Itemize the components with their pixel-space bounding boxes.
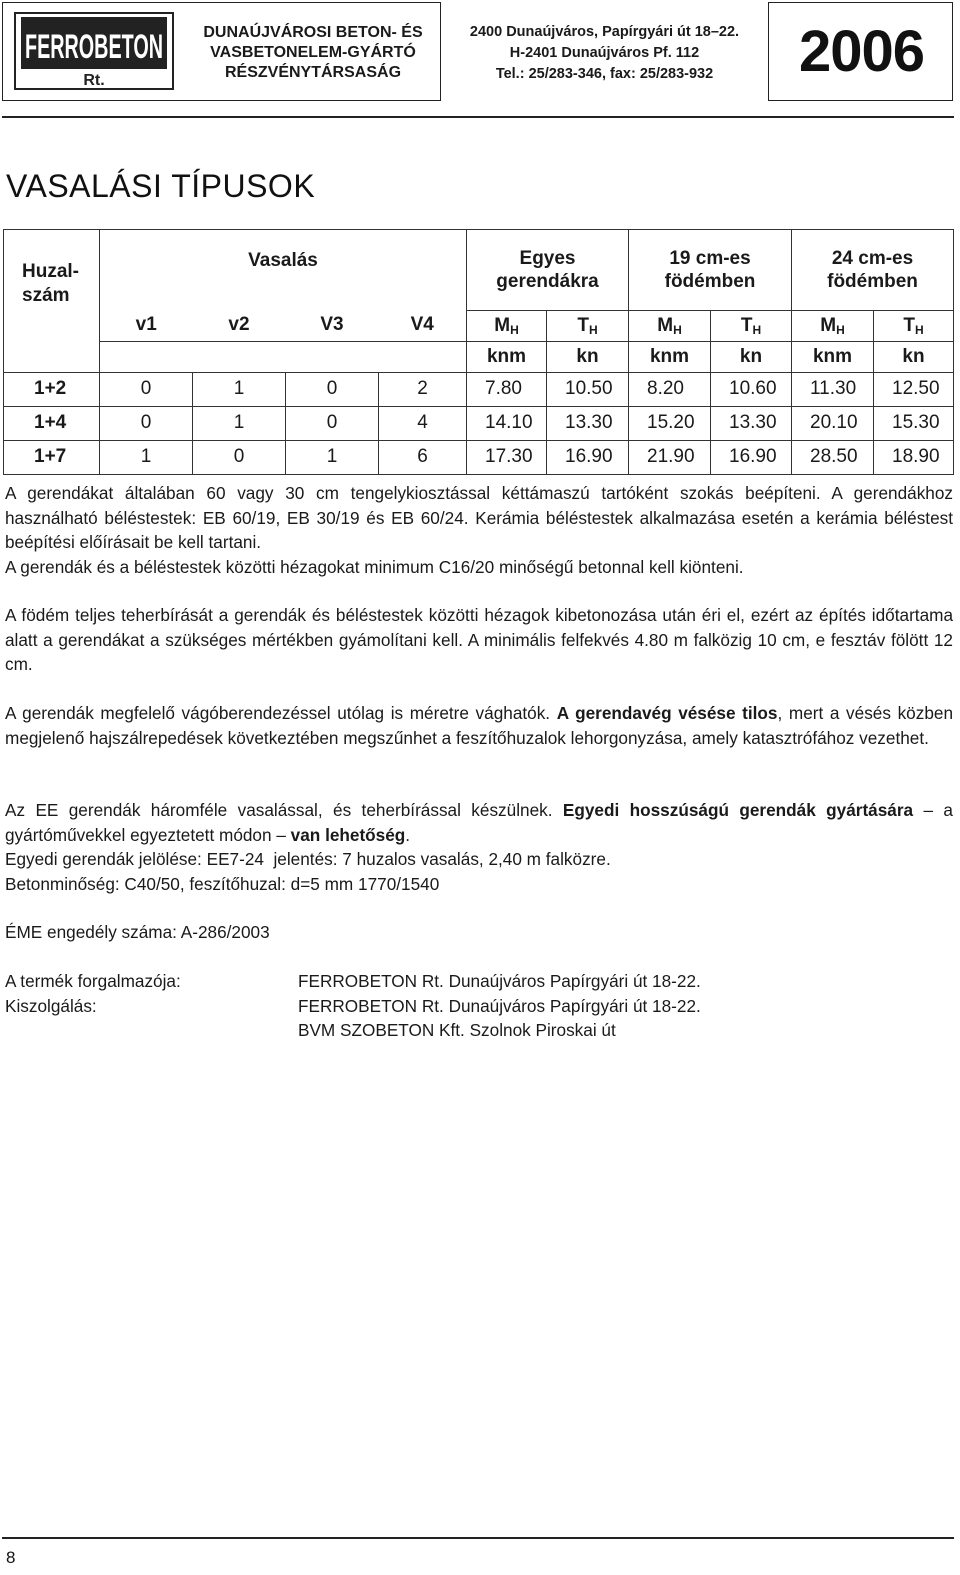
header-19cm-fodemben: 19 cm-es födémben [629,230,792,311]
company-address: 2400 Dunaújváros, Papírgyári út 18–22. H-2401 Dunaújváros Pf. 112 Tel.: 25/283-346, fax: 25/283-932 [469,24,740,82]
header-logo-box [2,2,441,101]
page-number: 8 [6,1548,16,1567]
page-title: VASALÁSI TÍPUSOK [6,168,316,204]
reinforcement-table [3,229,954,475]
header-divider [2,116,954,118]
year: 2006 [798,19,925,84]
units-blank-v [100,341,467,372]
logo-suffix: Rt. [83,72,105,89]
company-name: DUNAÚJVÁROSI BETON- ÉS VASBETONELEM-GYÁRTÓ RÉSZVÉNYTÁRSASÁG [203,24,423,81]
paragraph-approval: ÉME engedély száma: A-286/2003 [5,922,270,942]
unit-kn-egyes: kn [547,341,629,372]
col-v2: v2 [193,310,286,341]
col-mh-24: $M_H$ [792,310,874,341]
col-mh-egyes: $M_H$ [467,310,547,341]
unit-kn-24: kn [874,341,954,372]
logo-text: FERROBETON [25,28,163,66]
header-24cm-fodemben: 24 cm-es födémben [792,230,954,311]
col-th-24: $T_H$ [874,310,954,341]
header-year-box [768,2,953,101]
unit-knm-egyes: knm [467,341,547,372]
paragraph-production: Az EE gerendák háromféle vasalással, és teherbírással készülnek. Egyedi hosszúságú gerendák gyártására – a gyártóművekkel egyeztetett módon – van lehetőség. Egyedi gerendák jelölése: EE7-24 jelentés: 7 huzalos vasalás, 2,40 m falközre. Betonminőség: C40/50, feszítőhuzal: d=5 mm 1770/1540 [5,800,953,894]
col-v1: v1 [100,310,193,341]
header-vasalas: Vasalás [100,230,467,311]
unit-knm-19: knm [629,341,711,372]
distribution-info: A termék forgalmazója: FERROBETON Rt. Dunaújváros Papírgyári út 18-22. Kiszolgálás: FERROBETON Rt. Dunaújváros Papírgyári út 18-22. BVM SZOBETON Kft. Szolnok Piroskai út [5,971,701,1040]
units-blank [4,341,100,372]
unit-knm-24: knm [792,341,874,372]
header-address-box [452,2,757,101]
col-v3: V3 [286,310,379,341]
col-v4: V4 [379,310,467,341]
header-egyes-gerendakra: Egyes gerendákra [467,230,629,311]
table-row: 1+4 0 1 0 4 14.10 13.30 15.20 13.30 20.10 15.30 [4,406,954,440]
table-row: 1+7 1 0 1 6 17.30 16.90 21.90 16.90 28.50 18.90 [4,440,954,474]
footer-divider [2,1537,954,1539]
col-mh-19: $M_H$ [629,310,711,341]
table-row: 1+2 0 1 0 2 7.80 10.50 8.20 10.60 11.30 12.50 [4,372,954,406]
ferrobeton-logo [13,11,175,91]
unit-kn-19: kn [711,341,792,372]
col-th-egyes: $T_H$ [547,310,629,341]
paragraph-installation: A gerendákat általában 60 vagy 30 cm tengelykiosztással kéttámaszú tartóként szokás beépíteni. A gerendákhoz használható béléstestek: EB 60/19, EB 30/19 és EB 60/24. Kerámia béléstestek alkalmazása esetén a kerámia béléstest beépítési előírásait be kell tartani. A gerendák és a béléstestek közötti hézagokat minimum C16/20 minőségű betonnal kell kiönteni. [5,483,953,577]
col-th-19: $T_H$ [711,310,792,341]
paragraph-load-capacity: A födém teljes teherbírását a gerendák és béléstestek közötti hézagok kibetonozása után éri el, ezért az építés időtartama alatt a gerendákat a szükséges mértékben gyámolítani kell. A minimális felfekvés 4.80 m falközig 10 cm, e fesztáv fölött 12 cm. [5,605,953,674]
header-huzalszam: Huzal-szám [4,230,100,342]
paragraph-cutting: A gerendák megfelelő vágóberendezéssel utólag is méretre vághatók. A gerendavég vésése tilos, mert a vésés közben megjelenő hajszálrepedések következtében megszűnhet a feszítőhuzalok lehorgonyzása, amely katasztrófához vezethet. [5,703,953,748]
